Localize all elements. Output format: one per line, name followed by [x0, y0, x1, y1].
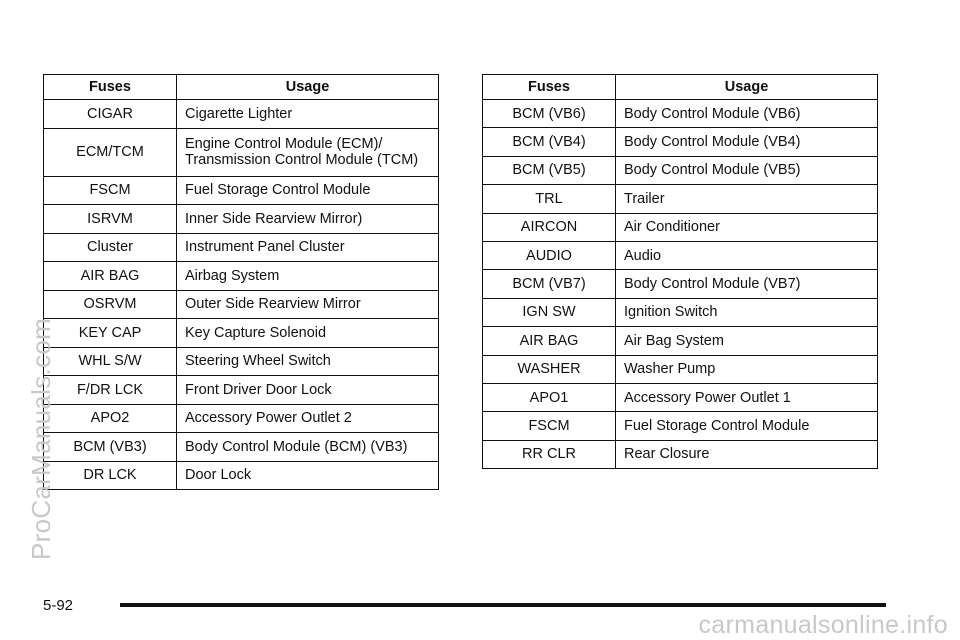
usage-cell: Front Driver Door Lock — [177, 376, 439, 405]
table-row — [44, 319, 439, 348]
usage-cell: Washer Pump — [616, 355, 878, 383]
column-header-fuses: Fuses — [483, 75, 616, 100]
usage-cell: Instrument Panel Cluster — [177, 233, 439, 262]
table-row — [483, 100, 878, 128]
fuse-cell: APO2 — [44, 404, 177, 433]
table-row — [483, 241, 878, 269]
fuse-cell: DR LCK — [44, 461, 177, 490]
usage-cell: Fuel Storage Control Module — [177, 176, 439, 205]
column-header-fuses: Fuses — [44, 75, 177, 100]
usage-cell: Rear Closure — [616, 440, 878, 468]
table-row — [44, 433, 439, 462]
table-row — [44, 205, 439, 234]
table-row — [44, 376, 439, 405]
usage-cell: Cigarette Lighter — [177, 100, 439, 129]
fuse-cell: FSCM — [483, 412, 616, 440]
footer-rule — [120, 603, 886, 607]
fuse-cell: Cluster — [44, 233, 177, 262]
usage-cell-line: Engine Control Module (ECM)/ — [185, 136, 383, 152]
usage-cell: Body Control Module (BCM) (VB3) — [177, 433, 439, 462]
usage-cell: Ignition Switch — [616, 298, 878, 326]
table-row — [44, 128, 439, 176]
usage-cell: Door Lock — [177, 461, 439, 490]
fuse-cell: WHL S/W — [44, 347, 177, 376]
column-header-usage: Usage — [616, 75, 878, 100]
fuse-cell: FSCM — [44, 176, 177, 205]
usage-cell: Body Control Module (VB4) — [616, 128, 878, 156]
usage-cell: Steering Wheel Switch — [177, 347, 439, 376]
footer-watermark: carmanualsonline.info — [698, 611, 948, 639]
fuse-cell: ECM/TCM — [44, 128, 177, 176]
table-row — [44, 347, 439, 376]
fuse-cell: AIRCON — [483, 213, 616, 241]
table-row — [44, 404, 439, 433]
usage-cell-line: Transmission Control Module (TCM) — [185, 152, 419, 168]
table-row — [483, 412, 878, 440]
fuse-cell: AIR BAG — [483, 327, 616, 355]
table-row — [44, 290, 439, 319]
table-row — [483, 213, 878, 241]
usage-cell — [177, 128, 439, 176]
usage-cell: Airbag System — [177, 262, 439, 291]
fuse-cell: WASHER — [483, 355, 616, 383]
fuse-table-left — [43, 74, 439, 490]
table-row — [483, 270, 878, 298]
side-watermark: ProCarManuals.com — [26, 317, 56, 560]
usage-cell: Body Control Module (VB6) — [616, 100, 878, 128]
table-row — [44, 233, 439, 262]
fuse-cell: TRL — [483, 185, 616, 213]
fuse-cell: BCM (VB6) — [483, 100, 616, 128]
fuse-cell: AUDIO — [483, 241, 616, 269]
usage-cell: Air Bag System — [616, 327, 878, 355]
usage-cell: Body Control Module (VB5) — [616, 156, 878, 184]
table-header-row — [44, 75, 439, 100]
usage-cell: Accessory Power Outlet 1 — [616, 383, 878, 411]
fuse-cell: BCM (VB4) — [483, 128, 616, 156]
column-header-usage: Usage — [177, 75, 439, 100]
usage-cell: Outer Side Rearview Mirror — [177, 290, 439, 319]
usage-cell: Inner Side Rearview Mirror) — [177, 205, 439, 234]
fuse-cell: KEY CAP — [44, 319, 177, 348]
table-row — [44, 100, 439, 129]
fuse-cell: OSRVM — [44, 290, 177, 319]
fuse-cell: BCM (VB3) — [44, 433, 177, 462]
fuse-cell: CIGAR — [44, 100, 177, 129]
table-row — [44, 262, 439, 291]
table-header-row — [483, 75, 878, 100]
table-row — [44, 176, 439, 205]
fuse-cell: ISRVM — [44, 205, 177, 234]
fuse-cell: IGN SW — [483, 298, 616, 326]
usage-cell: Air Conditioner — [616, 213, 878, 241]
table-row — [483, 185, 878, 213]
usage-cell: Audio — [616, 241, 878, 269]
fuse-cell: BCM (VB7) — [483, 270, 616, 298]
fuse-cell: AIR BAG — [44, 262, 177, 291]
table-row — [483, 128, 878, 156]
table-row — [483, 156, 878, 184]
usage-cell: Accessory Power Outlet 2 — [177, 404, 439, 433]
usage-cell: Trailer — [616, 185, 878, 213]
table-row — [483, 383, 878, 411]
fuse-cell: RR CLR — [483, 440, 616, 468]
fuse-cell: BCM (VB5) — [483, 156, 616, 184]
fuse-table-right — [482, 74, 878, 469]
table-row — [483, 355, 878, 383]
usage-cell: Key Capture Solenoid — [177, 319, 439, 348]
table-row — [483, 440, 878, 468]
fuse-cell: APO1 — [483, 383, 616, 411]
page-number: 5-92 — [43, 597, 74, 614]
usage-cell: Body Control Module (VB7) — [616, 270, 878, 298]
table-row — [44, 461, 439, 490]
table-row — [483, 298, 878, 326]
fuse-cell: F/DR LCK — [44, 376, 177, 405]
table-row — [483, 327, 878, 355]
usage-cell: Fuel Storage Control Module — [616, 412, 878, 440]
